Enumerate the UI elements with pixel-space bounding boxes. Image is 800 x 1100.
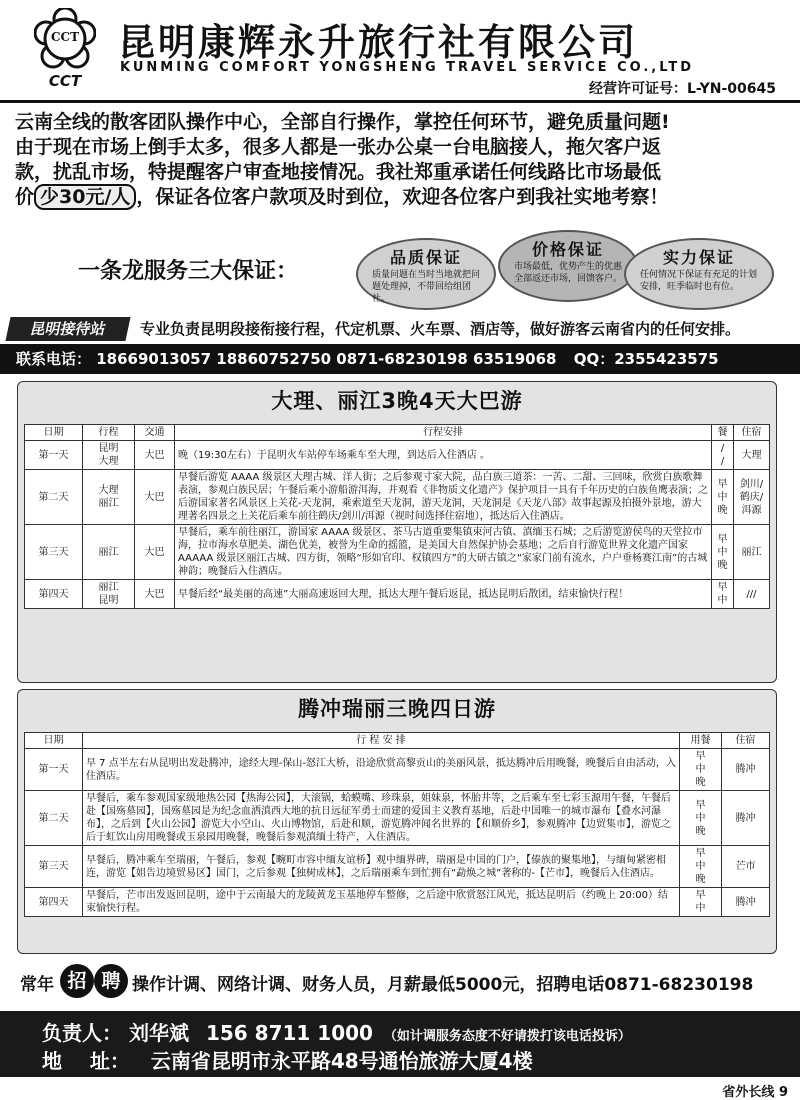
schedule-cell: 早餐后，芒市出发返回昆明，途中于云南最大的龙陵黄龙玉基地停车整修，之后途中欣赏怒江风光，抵达昆明后（约晚上 20:00）结束愉快行程。 <box>83 888 680 917</box>
address-label: 地 址： <box>42 1049 130 1073</box>
meal-cell: 早 中 <box>712 580 734 609</box>
table-row <box>25 525 770 580</box>
price-highlight: 少30元/人 <box>34 184 136 210</box>
schedule-cell: 早餐后经“最美丽的高速”大丽高速返回大理，抵达大理午餐后返昆，抵达昆明后散团，结束愉快行程！ <box>175 580 712 609</box>
intro-price-prefix: 价 <box>15 186 35 208</box>
qq-number: 2355423575 <box>614 350 719 368</box>
address-text: 云南省昆明市永平路48号通怡旅游大厦4楼 <box>150 1049 533 1073</box>
company-name-en: KUNMING COMFORT YONGSHENG TRAVEL SERVICE CO.,LTD <box>120 60 695 75</box>
schedule-cell: 早餐后，腾冲乘车至瑞丽，午餐后，参观【畹町市容中缅友谊桥】观中缅界碑，瑞丽是中国的门户，【傣族的聚集地】，与缅甸紧密相连，游览【姐告边境贸易区】国门，之后参观【独树成林】，之后瑞丽乘车到忙拥有“勐焕之城”著称的-【芒市】，晚餐后入住酒店。 <box>83 846 680 888</box>
footer-contact <box>0 1011 800 1077</box>
person-name: 刘华斌 <box>128 1021 189 1045</box>
col-schedule: 行 程 安 排 <box>83 733 680 749</box>
table-row <box>25 846 770 888</box>
transport-cell: 大巴 <box>135 470 175 525</box>
table-row <box>25 580 770 609</box>
recruit-prefix: 常年 <box>20 975 54 995</box>
stay-cell: 腾冲 <box>722 888 770 917</box>
table-header-row <box>25 425 770 441</box>
meal-cell: 早 中 晚 <box>680 846 722 888</box>
day-cell: 第一天 <box>25 441 83 470</box>
stay-cell: 芒市 <box>722 846 770 888</box>
table-header-row <box>25 733 770 749</box>
itinerary-table <box>24 732 770 917</box>
day-cell: 第三天 <box>25 846 83 888</box>
badge-body: 任何情况下保证有充足的计划安排，旺季临时也有位。 <box>640 270 758 292</box>
tour-dali-lijiang <box>17 381 777 683</box>
table-row <box>25 441 770 470</box>
table-row <box>25 470 770 525</box>
guarantee-row <box>0 230 800 315</box>
schedule-cell: 早餐后游览 AAAA 级景区大理古城、洋人街；之后参观寸家大院，品白族三道茶：一苦、二甜、三回味，欣赏白族歌舞表演，参观白族民居；午餐后乘小游船游洱海，并观看《非物质文化遗产》保护项目一具有千年历史的白族鱼鹰表演；之后游国家著名风景区上关花-天龙洞，乘索道至天龙洞，游天龙洞，天龙洞是《天龙八部》故事起源及拍摄外景地，游大理著名四景之上关花后乘车前往鹤庆/剑川/洱源（视时间选择住宿地），抵达后入住酒店。 <box>175 470 712 525</box>
intro-line <box>15 185 787 210</box>
meal-cell: 早 中 <box>680 888 722 917</box>
meal-cell: 早 中 晚 <box>680 791 722 846</box>
table-row <box>25 749 770 791</box>
badge-body: 市场最低，优势产生的优惠全部返还市场，回馈客户。 <box>514 262 623 284</box>
contact-strip <box>0 344 800 374</box>
intro-price-suffix: ，保证各位客户款项及时到位，欢迎各位客户到我社实地考察！ <box>136 186 669 208</box>
day-cell: 第四天 <box>25 580 83 609</box>
day-cell: 第二天 <box>25 791 83 846</box>
tour-title: 大理、丽江3晚4天大巴游 <box>271 389 523 413</box>
stay-cell: 大理 <box>734 441 770 470</box>
badge-title: 实力保证 <box>662 248 735 267</box>
route-cell: 丽江 <box>83 525 135 580</box>
stay-cell: 丽江 <box>734 525 770 580</box>
intro-line: 款，扰乱市场，特提醒客户审查地接情况。我社郑重承诺任何线路比市场最低 <box>15 161 662 183</box>
route-cell: 丽江 昆明 <box>83 580 135 609</box>
transport-cell: 大巴 <box>135 580 175 609</box>
table-row <box>25 791 770 846</box>
strength-guarantee-badge <box>624 238 774 310</box>
schedule-cell: 早 7 点半左右从昆明出发赴腾冲，途经大理-保山-怒江大桥，沿途欣赏高黎贡山的美丽风景，抵达腾冲后用晚餐，晚餐后自由活动，入住酒店。 <box>83 749 680 791</box>
license-number: 经营许可证号：L-YN-00645 <box>588 81 776 97</box>
person-label: 负责人： <box>42 1021 122 1045</box>
col-stay: 住宿 <box>734 425 770 441</box>
logo-text: CCT <box>48 72 82 90</box>
responsible-person-row <box>42 1017 631 1046</box>
logo-emblem-text: CCT <box>50 30 80 44</box>
kunming-station-text: 专业负责昆明段接衔接行程，代定机票、火车票、酒店等，做好游客云南省内的任何安排。 <box>140 320 741 338</box>
intro-line: 云南全线的散客团队操作中心，全部自行操作，掌控任何环节，避免质量问题! <box>15 111 670 133</box>
schedule-cell: 早餐后，乘车参观国家级地热公园【热海公园】，大滚锅，蛤蟆嘴、珍珠泉，姐妹泉，怀胎井等，之后乘车至七彩玉源用午餐，午餐后赴【国殇墓园】，国殇墓园是为纪念血洒滇西大地的抗日远征军勇士而建的爱国主义教育基地，后赴中国唯一的城市瀑布【叠水河瀑布】，之后到【火山公园】游览大小空山、火山博物馆，后赴和顺，游览腾冲闻名世界的【和顺侨乡】，参观腾冲【边贸集市】，游览之后于虹饮山房用晚餐或玉泉园用晚餐，晚餐后参观滇缅土特产，入住酒店。 <box>83 791 680 846</box>
qq-label: QQ： <box>573 350 615 368</box>
table-row <box>25 888 770 917</box>
recruitment-banner <box>20 966 790 1006</box>
route-cell: 大理 丽江 <box>83 470 135 525</box>
badge-title: 品质保证 <box>389 248 462 267</box>
col-meal: 用餐 <box>680 733 722 749</box>
company-header <box>0 0 800 103</box>
recruit-badge <box>60 964 128 998</box>
col-schedule: 行程安排 <box>175 425 712 441</box>
badge-body: 质量问题在当时当地就把问题处理掉，不带回给组团社。 <box>372 270 481 304</box>
person-phone: 156 8711 1000 <box>205 1021 373 1045</box>
contact-label: 联系电话： <box>16 350 92 368</box>
schedule-cell: 早餐后，乘车前往丽江，游国家 AAAA 级景区、茶马古道重要集镇束河古镇、滇缅玉石城；之后游览游侯鸟的天堂拉市海，拉市海水草肥美、湖色优美，被誉为生命的摇篮，是美国大自然保护协会基地；之后自行游览世界文化遗产国家 AAAAA 级景区丽江古城、四方街，领略“形如官印、权镇四方”的大研古镇之“家家门前有流水，户户垂杨赛江南”的古城神韵；晚餐后入住酒店。 <box>175 525 712 580</box>
stay-cell: 腾冲 <box>722 791 770 846</box>
stay-cell: 剑川/ 鹤庆/ 洱源 <box>734 470 770 525</box>
quality-guarantee-badge <box>356 238 496 310</box>
contact-phones: 18669013057 18860752750 0871-68230198 63519068 <box>96 350 557 368</box>
col-date: 日期 <box>25 733 83 749</box>
tour-title: 腾冲瑞丽三晚四日游 <box>298 697 496 721</box>
recruit-char: 招 <box>60 964 94 998</box>
badge-title: 价格保证 <box>531 240 604 259</box>
meal-cell: 早 中 晚 <box>712 525 734 580</box>
col-transport: 交通 <box>135 425 175 441</box>
day-cell: 第三天 <box>25 525 83 580</box>
col-date: 日期 <box>25 425 83 441</box>
transport-cell: 大巴 <box>135 525 175 580</box>
price-guarantee-badge <box>498 230 638 302</box>
kunming-station-strip <box>8 317 792 341</box>
route-cell: 昆明 大理 <box>83 441 135 470</box>
company-logo <box>30 8 100 88</box>
intro-statement <box>15 110 787 210</box>
stay-cell: /// <box>734 580 770 609</box>
company-name-cn: 昆明康辉永升旅行社有限公司 <box>118 21 638 64</box>
col-stay: 住宿 <box>722 733 770 749</box>
day-cell: 第一天 <box>25 749 83 791</box>
page-label: 省外长线 9 <box>722 1085 788 1100</box>
stay-cell: 腾冲 <box>722 749 770 791</box>
complaint-note: （如计调服务态度不好请拨打该电话投诉） <box>383 1029 631 1044</box>
itinerary-table <box>24 424 770 609</box>
meal-cell: 早 中 晚 <box>712 470 734 525</box>
recruit-char: 聘 <box>94 964 128 998</box>
day-cell: 第四天 <box>25 888 83 917</box>
transport-cell: 大巴 <box>135 441 175 470</box>
col-route: 行程 <box>83 425 135 441</box>
address-row <box>42 1045 533 1074</box>
kunming-station-label: 昆明接待站 <box>5 317 130 341</box>
recruit-text: 操作计调、网络计调、财务人员，月薪最低5000元，招聘电话0871-68230198 <box>132 975 754 995</box>
tour-tengchong-ruili <box>17 689 777 954</box>
day-cell: 第二天 <box>25 470 83 525</box>
meal-cell: / / <box>712 441 734 470</box>
col-meal: 餐 <box>712 425 734 441</box>
meal-cell: 早 中 晚 <box>680 749 722 791</box>
guarantee-label: 一条龙服务三大保证： <box>78 259 299 284</box>
intro-line: 由于现在市场上倒手太多，很多人都是一张办公桌一台电脑接人，拖欠客户返 <box>15 136 662 158</box>
schedule-cell: 晚（19:30左右）于昆明火车站停车场乘车至大理，到达后入住酒店 。 <box>175 441 712 470</box>
